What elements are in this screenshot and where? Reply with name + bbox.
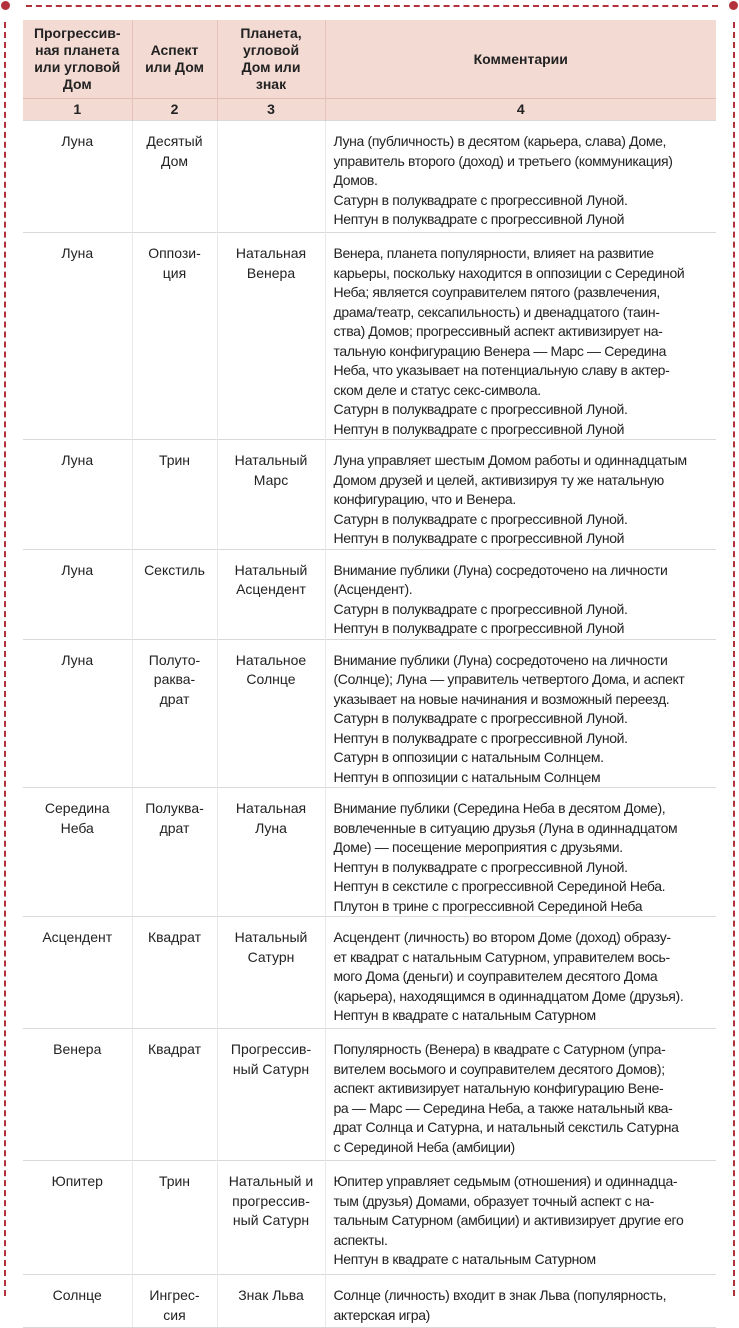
comment-line: Популярность (Венера) в квадрате с Сатурном (упра- — [333, 1041, 666, 1057]
cell-target: Натальный Сатурн — [217, 917, 325, 1029]
cell-target: Натальный и прогрессив- ный Сатурн — [217, 1161, 325, 1275]
comment-line: (карьера), находящимся в одиннадцатом Доме (друзья). — [333, 987, 684, 1004]
cell-target: Натальный Асцендент — [217, 549, 325, 639]
comment-line: Сатурн в оппозиции с натальным Солнцем. — [333, 749, 604, 765]
table-row — [23, 1029, 716, 1161]
comment-line: Сатурн в полуквадрате с прогрессивной Луной. — [333, 600, 628, 617]
cell-target: Знак Льва — [217, 1275, 325, 1328]
cell-progressed-planet: Луна — [23, 549, 132, 639]
decorative-dashed-border-left — [4, 22, 6, 1296]
cell-progressed-planet: Луна — [23, 233, 132, 440]
comment-line: Плутон в трине с прогрессивной Серединой Неба — [333, 897, 643, 914]
comment-line: Нептун в полуквадрате с прогрессивной Луной — [333, 420, 625, 437]
comment-line: Нептун в полуквадрате с прогрессивной Луной — [333, 211, 625, 227]
header-comments: Комментарии — [325, 20, 716, 99]
decorative-dot-top-left — [1, 1, 10, 10]
table-row — [23, 1161, 716, 1275]
column-number: 1 — [23, 99, 132, 121]
header-aspect: Аспект или Дом — [132, 20, 217, 99]
cell-comment — [325, 440, 716, 550]
comment-line: Домов. — [333, 172, 378, 188]
column-number: 4 — [325, 99, 716, 121]
comment-line: аспекты. — [333, 1231, 388, 1248]
cell-aspect: Секстиль — [132, 549, 217, 639]
table-row — [23, 233, 716, 440]
comment-line: Луна управляет шестым Домом работы и одиннадцатым — [333, 452, 687, 468]
cell-comment — [325, 549, 716, 639]
comment-line: Внимание публики (Луна) сосредоточено на личности — [333, 561, 668, 578]
cell-comment — [325, 121, 716, 233]
cell-target: Прогрессив- ный Сатурн — [217, 1029, 325, 1161]
decorative-dashed-border-right — [733, 22, 735, 1296]
header-planet-house-sign: Планета, угловой Дом или знак — [217, 20, 325, 99]
comment-line: Сатурн в полуквадрате с прогрессивной Луной. — [333, 401, 628, 417]
header-progressed-planet: Прогрессив- ная планета или угловой Дом — [23, 20, 132, 99]
cell-aspect: Трин — [132, 440, 217, 550]
comment-line: тальную конфигурацию Венера — Марс — Середина — [333, 342, 667, 359]
comment-line: ства) Домов; прогрессивный аспект активизирует на- — [333, 323, 663, 339]
cell-progressed-planet: Середина Неба — [23, 788, 132, 917]
cell-aspect: Трин — [132, 1161, 217, 1275]
cell-target: Натальная Луна — [217, 788, 325, 917]
cell-aspect: Полуква- драт — [132, 788, 217, 917]
decorative-dot-top-right — [729, 1, 738, 10]
progression-table — [23, 20, 716, 1328]
column-number: 2 — [132, 99, 217, 121]
comment-line: Нептун в полуквадрате с прогрессивной Луной. — [333, 729, 628, 746]
cell-progressed-planet: Луна — [23, 639, 132, 788]
comment-line: Нептун в оппозиции с натальным Солнцем — [333, 768, 601, 785]
comment-line: Сатурн в полуквадрате с прогрессивной Луной. — [333, 191, 628, 208]
table-row — [23, 121, 716, 233]
table-row — [23, 549, 716, 639]
comment-line: Нептун в секстиле с прогрессивной Серединой Неба. — [333, 878, 666, 894]
column-number-row — [23, 99, 716, 121]
comment-line: мого Дома (деньги) и соуправителем десятого Дома — [333, 968, 658, 984]
comment-line: Неба; является соуправителем пятого (развлечения, — [333, 284, 660, 300]
cell-progressed-planet: Луна — [23, 440, 132, 550]
table-row — [23, 788, 716, 917]
cell-comment — [325, 1275, 716, 1328]
comment-line: Нептун в квадрате с натальным Сатурном — [333, 1251, 596, 1267]
comment-line: (Солнце); Луна — управитель четвертого Дома, и аспект — [333, 671, 685, 687]
comment-line: Домом друзей и целей, активизируя ту же натальную — [333, 471, 664, 488]
cell-target: Натальный Марс — [217, 440, 325, 550]
table-row — [23, 639, 716, 788]
comment-line: Внимание публики (Середина Неба в десятом Доме), — [333, 800, 666, 816]
comment-line: драма/театр, сексапильность) и двенадцатого (таин- — [333, 303, 660, 320]
comment-line: вителем восьмого и соуправителем десятого Домов); — [333, 1060, 665, 1077]
comment-line: карьеры, поскольку находится в оппозиции с Серединой — [333, 264, 685, 281]
comment-line: Нептун в квадрате с натальным Сатурном — [333, 1007, 596, 1023]
comment-line: с Серединой Неба (амбиции) — [333, 1138, 515, 1155]
cell-progressed-planet: Солнце — [23, 1275, 132, 1328]
comment-line: указывает на новые начинания и возможный переезд. — [333, 690, 670, 707]
cell-comment — [325, 1161, 716, 1275]
comment-line: Сатурн в полуквадрате с прогрессивной Луной. — [333, 510, 628, 527]
header-row — [23, 20, 716, 99]
comment-line: Нептун в полуквадрате с прогрессивной Луной — [333, 530, 625, 546]
cell-progressed-planet: Венера — [23, 1029, 132, 1161]
cell-aspect: Оппози- ция — [132, 233, 217, 440]
comment-line: Нептун в полуквадрате с прогрессивной Луной — [333, 620, 625, 636]
comment-line: ра — Марс — Середина Неба, а также натальный ква- — [333, 1099, 673, 1116]
comment-line: Солнце (личность) входит в знак Льва (популярность, — [333, 1287, 667, 1303]
cell-aspect: Десятый Дом — [132, 121, 217, 233]
comment-line: ет квадрат с натальным Сатурном, управителем вось- — [333, 948, 670, 965]
comment-line: тальным Сатурном (амбиции) и активизирует другие его — [333, 1212, 684, 1228]
cell-comment — [325, 1029, 716, 1161]
cell-progressed-planet: Юпитер — [23, 1161, 132, 1275]
comment-line: тым (друзья) Домами, образует точный аспект с на- — [333, 1192, 654, 1209]
comment-line: вовлеченные в ситуацию друзья (Луна в одиннадцатом — [333, 819, 678, 836]
comment-line: конфигурацию, что и Венера. — [333, 491, 516, 507]
cell-comment — [325, 233, 716, 440]
comment-line: актерская игра) — [333, 1306, 430, 1323]
table-row — [23, 1275, 716, 1328]
cell-progressed-planet: Луна — [23, 121, 132, 233]
comment-line: Нептун в полуквадрате с прогрессивной Луной. — [333, 858, 628, 875]
cell-target: Натальное Солнце — [217, 639, 325, 788]
cell-aspect: Квадрат — [132, 1029, 217, 1161]
cell-progressed-planet: Асцендент — [23, 917, 132, 1029]
comment-line: аспект активизирует натальную конфигурацию Вене- — [333, 1080, 664, 1096]
comment-line: Сатурн в полуквадрате с прогрессивной Луной. — [333, 710, 628, 726]
comment-line: Асцендент (личность) во втором Доме (доход) образу- — [333, 929, 671, 945]
cell-comment — [325, 788, 716, 917]
cell-comment — [325, 639, 716, 788]
comment-line: Доме) — посещение мероприятия с друзьями. — [333, 839, 623, 855]
comment-line: управитель второго (доход) и третьего (коммуникация) — [333, 152, 673, 169]
cell-aspect: Ингрес- сия — [132, 1275, 217, 1328]
comment-line: драт Солнца и Сатурна, и натальный секстиль Сатурна — [333, 1119, 679, 1135]
decorative-dashed-border-top — [26, 5, 718, 7]
cell-aspect: Квадрат — [132, 917, 217, 1029]
cell-target: Натальная Венера — [217, 233, 325, 440]
comment-line: Неба, что указывает на потенциальную славу в актер- — [333, 362, 670, 378]
comment-line: ском деле и статус секс-символа. — [333, 381, 541, 398]
comment-line: Луна (публичность) в десятом (карьера, слава) Доме, — [333, 133, 667, 149]
cell-target — [217, 121, 325, 233]
comment-line: Внимание публики (Луна) сосредоточено на личности — [333, 651, 668, 668]
comment-line: Юпитер управляет седьмым (отношения) и одиннадца- — [333, 1173, 678, 1189]
table-row — [23, 440, 716, 550]
cell-aspect: Полуто- раква- драт — [132, 639, 217, 788]
table-row — [23, 917, 716, 1029]
column-number: 3 — [217, 99, 325, 121]
comment-line: Венера, планета популярности, влияет на развитие — [333, 245, 654, 261]
cell-comment — [325, 917, 716, 1029]
comment-line: (Асцендент). — [333, 581, 413, 597]
